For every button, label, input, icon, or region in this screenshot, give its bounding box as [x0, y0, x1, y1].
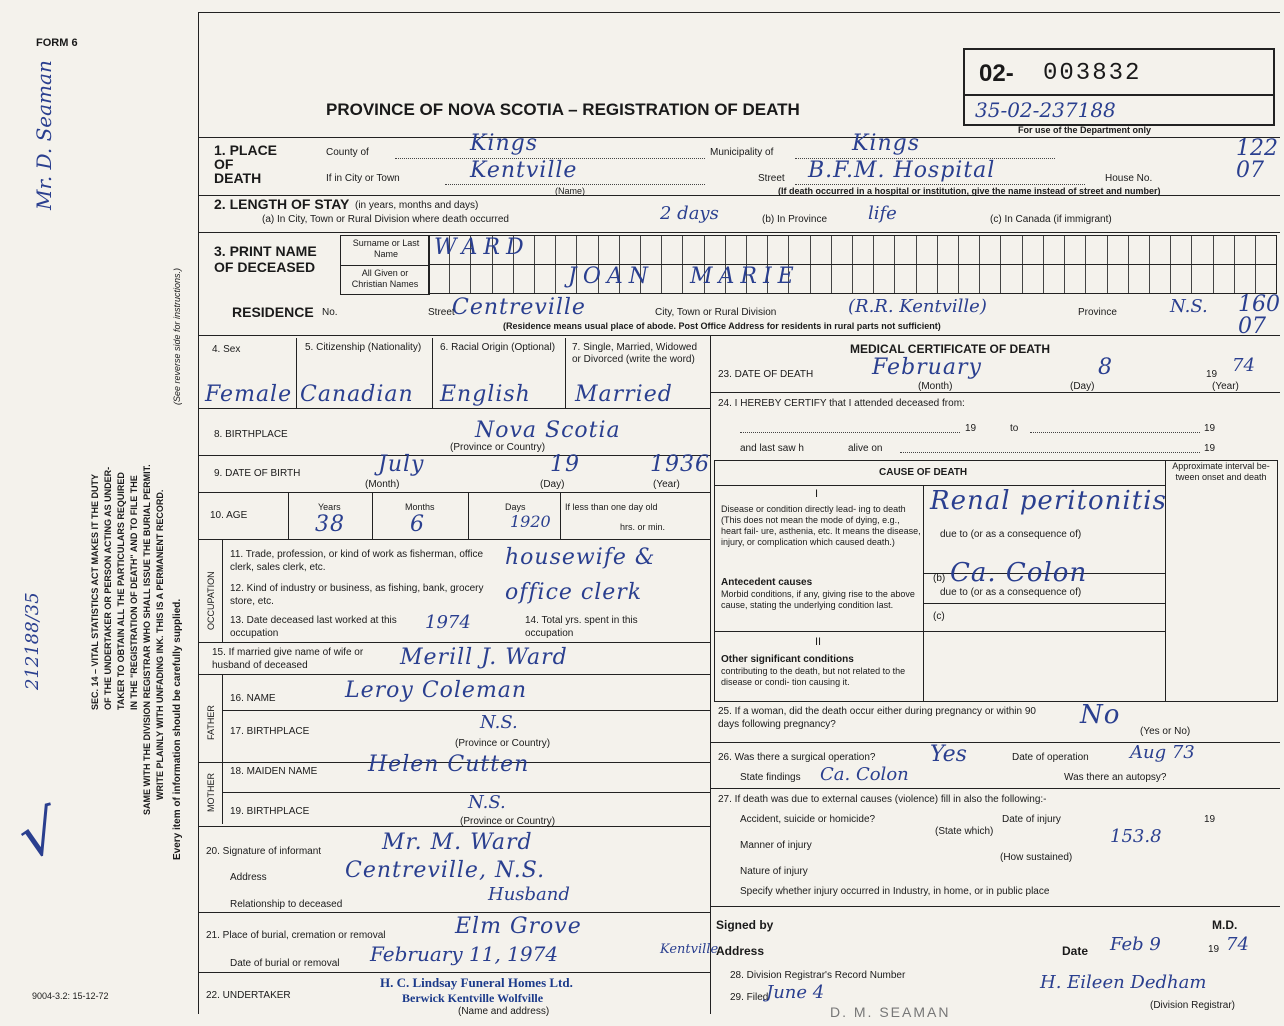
marital-value: Married [575, 382, 673, 407]
burial-place-label: 21. Place of burial, cremation or removal [206, 930, 386, 941]
given-caption: All Given or Christian Names [351, 268, 419, 289]
code-07b: 07 [1238, 314, 1266, 339]
relationship-value: Husband [488, 884, 570, 905]
accident-label: Accident, suicide or homicide? [740, 814, 876, 825]
cause-c-letter: (c) [933, 611, 945, 622]
dob-month-caption: (Month) [365, 479, 400, 490]
sig-date-value: Feb 9 [1110, 934, 1161, 955]
print-name-label: 3. PRINT NAME OF DECEASED [214, 243, 317, 275]
spouse-value: Merill J. Ward [400, 645, 568, 670]
certify-to: to [1010, 423, 1019, 434]
sec14-line3: TAKER TO OBTAIN ALL THE PARTICULARS REQUIRED [116, 472, 126, 710]
sec14-line6: WRITE PLAINLY WITH UNFADING INK. THIS IS A PERMANENT RECORD. [155, 489, 165, 800]
name-caption: (Name) [555, 186, 586, 196]
registrar-record-label: 28. Division Registrar's Record Number [730, 970, 906, 981]
los-b-label: (b) In Province [762, 214, 828, 225]
burial-extra-value: Kentville [660, 942, 719, 957]
due-to-2: due to (or as a consequence of) [940, 587, 1082, 598]
filed-label: 29. Filed [730, 992, 769, 1003]
birthplace-value: Nova Scotia [475, 418, 621, 443]
dob-year-value: 1936 [650, 452, 710, 477]
registration-number-box [963, 48, 1275, 126]
death-month-value: February [872, 355, 982, 380]
maiden-name-label: 18. MAIDEN NAME [230, 766, 318, 777]
date-injury-label: Date of injury [1002, 814, 1061, 825]
manner-label: Manner of injury [740, 840, 812, 851]
res-street-value: Centreville [452, 295, 586, 320]
sec14-line4: IN THE "REGISTRATION OF DEATH" AND TO FILE THE [129, 475, 139, 710]
birthplace-label: 8. BIRTHPLACE [214, 429, 288, 440]
code-160: 160 [1238, 292, 1280, 317]
mother-birthplace-value: N.S. [468, 792, 506, 813]
given2-value: MARIE [690, 264, 800, 289]
antecedent-text: Morbid conditions, if any, giving rise to the above cause, stating the underlying condition last. [721, 589, 915, 610]
code-value: 153.8 [1110, 826, 1162, 847]
informant-address-label: Address [230, 872, 267, 883]
dob-year-caption: (Year) [653, 479, 680, 490]
given1-value: JOAN [568, 264, 654, 289]
father-prov-caption: (Province or Country) [455, 738, 551, 749]
yes-no-caption: (Yes or No) [1140, 726, 1191, 737]
print-code: 9004-3.2: 15-12-72 [32, 991, 109, 1001]
los-a-label: (a) In City, Town or Rural Division where death occurred [262, 214, 509, 225]
other-sig-label: Other significant conditions [721, 654, 854, 665]
father-name-label: 16. NAME [230, 693, 276, 704]
death-year-caption: (Year) [1212, 381, 1239, 392]
sig-year-value: 74 [1226, 934, 1249, 955]
undertaker-stamp-1: H. C. Lindsay Funeral Homes Ltd. [380, 975, 573, 990]
county-value: Kings [470, 131, 539, 156]
state-which-caption: (State which) [935, 826, 994, 837]
dob-month-value: July [378, 452, 425, 477]
prov-country-caption: (Province or Country) [450, 442, 546, 453]
undertaker-stamp-2: Berwick Kentville Wolfville [402, 991, 544, 1005]
alive-on-label: alive on [848, 443, 883, 454]
sec14-line7: (See reverse side for instructions.) [172, 267, 182, 405]
disease-label: Disease or condition directly lead- ing to death (This does not mean the mode of dying, e.g., heart fail- ure, asthenia, etc. It means the disease, injury, or complication which caused death.) [721, 504, 921, 547]
street-value: B.F.M. Hospital [808, 158, 996, 183]
age-years-value: 38 [315, 512, 345, 537]
less-than-day-caption: If less than one day old [565, 502, 658, 512]
years-caption: Years [318, 502, 341, 512]
res-city-label: City, Town or Rural Division [655, 307, 777, 318]
code-122: 122 [1236, 136, 1278, 161]
mother-prov-caption: (Province or Country) [460, 816, 556, 827]
external-causes-label: 27. If death was due to external causes (violence) fill in also the following:- [718, 794, 1047, 805]
relationship-label: Relationship to deceased [230, 899, 343, 910]
specify-label: Specify whether injury occurred in Industry, in home, or in public place [740, 886, 1050, 897]
reg-prefix: 02- [979, 60, 1014, 87]
nature-label: Nature of injury [740, 866, 808, 877]
surname-caption: Surname or Last Name [352, 238, 420, 259]
last-worked-value: 1974 [425, 612, 471, 633]
length-of-stay-label: 2. LENGTH OF STAY [214, 196, 350, 212]
roman-1: I [815, 488, 819, 500]
racial-value: English [440, 382, 531, 407]
burial-date-value: February 11, 1974 [370, 942, 559, 966]
dob-day-value: 19 [550, 452, 580, 477]
citizenship-label: 5. Citizenship (Nationality) [305, 342, 422, 353]
res-note: (Residence means usual place of abode. Post Office Address for residents in rural parts not sufficient) [503, 321, 941, 331]
pregnancy-value: No [1080, 700, 1121, 730]
death-day-value: 8 [1098, 355, 1113, 380]
dob-day-caption: (Day) [540, 479, 565, 490]
los-c-label: (c) In Canada (if immigrant) [990, 214, 1112, 225]
cause-b-value: Ca. Colon [950, 558, 1088, 588]
pregnancy-label: 25. If a woman, did the death occur either during pregnancy or within 90 days following pregnancy? [718, 706, 1036, 730]
due-to-1: due to (or as a consequence of) [940, 529, 1082, 540]
last-saw-label: and last saw h [740, 443, 804, 454]
age-months-value: 6 [410, 512, 425, 537]
medical-cert-title: MEDICAL CERTIFICATE OF DEATH [850, 342, 1050, 356]
res-province-value: N.S. [1170, 296, 1208, 317]
surgery-label: 26. Was there a surgical operation? [718, 752, 876, 763]
res-street-label: Street [428, 307, 455, 318]
cause-a-value: Renal peritonitis [930, 486, 1167, 516]
industry-label: 12. Kind of industry or business, as fishing, bank, grocery store, etc. [230, 583, 484, 607]
place-of-death-label: 1. PLACE OF DEATH [214, 142, 278, 186]
certify-19a: 19 [965, 423, 977, 434]
sec14-line1: SEC. 14 – VITAL STATISTICS ACT MAKES IT THE DUTY [90, 473, 100, 710]
trade-value: housewife & [505, 545, 656, 570]
age-label: 10. AGE [210, 510, 248, 521]
residence-label: RESIDENCE [232, 304, 314, 320]
certify-label: 24. I HEREBY CERTIFY that I attended deceased from: [718, 398, 965, 409]
surgery-value: Yes [930, 742, 967, 767]
racial-label: 6. Racial Origin (Optional) [440, 342, 556, 353]
mother-name-value: Helen Cutten [368, 752, 530, 777]
margin-number: 212188/35 [22, 592, 43, 690]
burial-date-label: Date of burial or removal [230, 958, 340, 969]
registrar-signature: H. Eileen Dedham [1040, 972, 1207, 993]
death-year-value: 74 [1232, 355, 1255, 376]
municipality-value: Kings [852, 131, 921, 156]
undertaker-label: 22. UNDERTAKER [206, 990, 291, 1001]
municipality-label: Municipality of [710, 147, 774, 158]
dob-label: 9. DATE OF BIRTH [214, 468, 301, 479]
sig-19: 19 [1208, 944, 1220, 955]
res-no-label: No. [322, 307, 338, 318]
death-month-caption: (Month) [918, 381, 953, 392]
days-caption: Days [505, 502, 526, 512]
hospital-note: (If death occurred in a hospital or institution, give the name instead of street and number) [778, 186, 1161, 196]
date-of-death-label: 23. DATE OF DEATH [718, 369, 814, 380]
given-grid [428, 264, 1277, 294]
citizenship-value: Canadian [300, 382, 414, 407]
street-label: Street [758, 173, 785, 184]
cause-title: CAUSE OF DEATH [879, 467, 968, 478]
death-day-caption: (Day) [1070, 381, 1095, 392]
marital-label: 7. Single, Married, Widowed or Divorced (write the word) [572, 342, 698, 365]
sex-value: Female [205, 382, 293, 407]
city-value: Kentville [470, 158, 578, 183]
signer-date-label: Date [1062, 944, 1089, 958]
los-units: (in years, months and days) [355, 200, 479, 211]
city-label: If in City or Town [326, 173, 400, 184]
sec14-line2: OF THE UNDERTAKER OR PERSON ACTING AS UNDER- [103, 466, 113, 710]
hrs-min-caption: hrs. or min. [620, 522, 666, 532]
name-caption-box [340, 235, 430, 295]
injury-19: 19 [1204, 814, 1216, 825]
certify-19c: 19 [1204, 443, 1216, 454]
signed-by-label: Signed by [716, 918, 774, 932]
surname-grid [428, 235, 1277, 265]
death-19: 19 [1206, 369, 1218, 380]
county-label: County of [326, 147, 369, 158]
reg-number: 003832 [1043, 60, 1142, 87]
seaman-stamp: D. M. SEAMAN [830, 1004, 951, 1020]
months-caption: Months [405, 502, 435, 512]
father-vertical-label: FATHER [206, 705, 216, 740]
occupation-vertical-label: OCCUPATION [206, 571, 216, 630]
mother-vertical-label: MOTHER [206, 773, 216, 812]
filed-value: June 4 [766, 982, 825, 1003]
cause-b-letter: (b) [933, 573, 946, 584]
antecedent-label: Antecedent causes [721, 577, 813, 588]
certify-19b: 19 [1204, 423, 1216, 434]
informant-address-value: Centreville, N.S. [345, 858, 546, 883]
form-title: PROVINCE OF NOVA SCOTIA – REGISTRATION OF DEATH [326, 100, 800, 119]
res-province-label: Province [1078, 307, 1117, 318]
res-division-value: (R.R. Kentville) [848, 296, 987, 317]
findings-value: Ca. Colon [820, 764, 909, 785]
sec14-line5: SAME WITH THE DIVISION REGISTRAR WHO SHALL ISSUE THE BURIAL PERMIT. [142, 464, 152, 815]
date-op-label: Date of operation [1012, 752, 1089, 763]
industry-value: office clerk [505, 580, 643, 605]
surname-value: WARD [434, 235, 530, 260]
other-sig-text: contributing to the death, but not related to the disease or condi- tion causing it. [721, 666, 906, 687]
form-number: FORM 6 [36, 37, 78, 49]
op-date-value: Aug 73 [1130, 742, 1195, 763]
informant-value: Mr. M. Ward [382, 830, 533, 855]
dept-note: For use of the Department only [1018, 125, 1152, 135]
trade-label: 11. Trade, profession, or kind of work as fisherman, office clerk, sales clerk, etc. [230, 549, 484, 573]
roman-2: II [815, 636, 822, 648]
signer-address-label: Address [716, 944, 765, 958]
code-07a: 07 [1236, 158, 1264, 183]
how-caption: (How sustained) [1000, 852, 1073, 863]
mother-birthplace-label: 19. BIRTHPLACE [230, 806, 310, 817]
sec14-line8: Every item of information should be carefully supplied. [172, 598, 183, 860]
burial-place-value: Elm Grove [455, 914, 582, 939]
father-birthplace-value: N.S. [480, 712, 518, 733]
father-name-value: Leroy Coleman [345, 678, 528, 703]
margin-handwriting: Mr. D. Seaman [32, 60, 56, 210]
total-years-label: 14. Total yrs. spent in this occupation [525, 615, 638, 639]
findings-label: State findings [740, 772, 801, 783]
stay-local-value: 2 days [660, 203, 719, 224]
div-registrar-caption: (Division Registrar) [1150, 1000, 1236, 1011]
age-days-value: 1920 [510, 512, 551, 531]
md-label: M.D. [1212, 918, 1238, 932]
informant-label: 20. Signature of informant [206, 846, 322, 857]
spouse-label: 15. If married give name of wife or husband of deceased [212, 647, 364, 671]
stay-province-value: life [868, 203, 897, 224]
dept-number: 35-02-237188 [975, 98, 1116, 122]
last-worked-label: 13. Date deceased last worked at this occupation [230, 615, 397, 639]
sex-label: 4. Sex [212, 344, 241, 355]
margin-check-mark: √ [11, 796, 67, 874]
name-address-caption: (Name and address) [458, 1006, 550, 1017]
father-birthplace-label: 17. BIRTHPLACE [230, 726, 310, 737]
house-no-label: House No. [1105, 173, 1153, 184]
approx-interval-caption: Approximate interval be- tween onset and death [1172, 461, 1270, 482]
autopsy-label: Was there an autopsy? [1064, 772, 1167, 783]
